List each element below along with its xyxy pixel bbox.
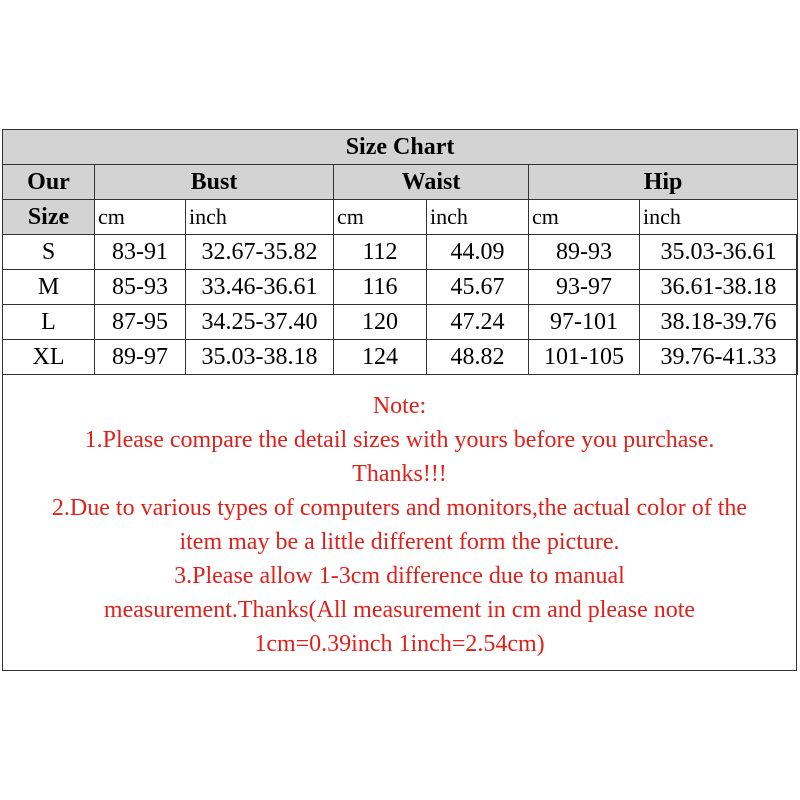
bust-cm-cell: 83-91 <box>95 235 186 270</box>
hip-header: Hip <box>529 165 798 200</box>
note-line: 3.Please allow 1-3cm difference due to manual <box>174 563 625 589</box>
hip-inch-unit: inch <box>640 200 798 235</box>
hip-cm-unit: cm <box>529 200 640 235</box>
chart-title: Size Chart <box>3 130 798 165</box>
our-label: Our <box>3 165 95 200</box>
table-row <box>3 340 798 375</box>
note-line: 1cm=0.39inch 1inch=2.54cm) <box>254 631 545 657</box>
hip-inch-cell: 35.03-36.61 <box>640 235 798 270</box>
notes-block <box>2 389 797 661</box>
waist-inch-cell: 45.67 <box>427 270 529 305</box>
hip-cm-cell: 101-105 <box>529 340 640 375</box>
bust-cm-cell: 85-93 <box>95 270 186 305</box>
hip-inch-cell: 39.76-41.33 <box>640 340 798 375</box>
hip-cm-cell: 89-93 <box>529 235 640 270</box>
waist-inch-cell: 47.24 <box>427 305 529 340</box>
bust-inch-cell: 35.03-38.18 <box>186 340 334 375</box>
size-cell: S <box>3 235 95 270</box>
bust-inch-unit: inch <box>186 200 334 235</box>
title-row <box>3 130 798 165</box>
bust-header: Bust <box>95 165 334 200</box>
note-heading: Note: <box>372 393 427 419</box>
bust-cm-cell: 87-95 <box>95 305 186 340</box>
size-label: Size <box>3 200 95 235</box>
table-row <box>3 235 798 270</box>
table-row <box>3 305 798 340</box>
waist-header: Waist <box>334 165 529 200</box>
hip-inch-cell: 36.61-38.18 <box>640 270 798 305</box>
note-line: measurement.Thanks(All measurement in cm and please note <box>103 597 696 623</box>
bust-inch-cell: 32.67-35.82 <box>186 235 334 270</box>
bust-cm-cell: 89-97 <box>95 340 186 375</box>
hip-inch-cell: 38.18-39.76 <box>640 305 798 340</box>
waist-inch-unit: inch <box>427 200 529 235</box>
note-line: item may be a little different form the picture. <box>179 529 620 555</box>
size-cell: L <box>3 305 95 340</box>
bust-inch-cell: 33.46-36.61 <box>186 270 334 305</box>
size-chart-table <box>2 129 798 375</box>
waist-cm-cell: 124 <box>334 340 427 375</box>
waist-inch-cell: 44.09 <box>427 235 529 270</box>
table-row <box>3 270 798 305</box>
size-cell: M <box>3 270 95 305</box>
bust-cm-unit: cm <box>95 200 186 235</box>
group-header-row <box>3 165 798 200</box>
note-line: Thanks!!! <box>352 461 447 487</box>
waist-inch-cell: 48.82 <box>427 340 529 375</box>
waist-cm-cell: 116 <box>334 270 427 305</box>
waist-cm-cell: 112 <box>334 235 427 270</box>
hip-cm-cell: 97-101 <box>529 305 640 340</box>
waist-cm-unit: cm <box>334 200 427 235</box>
note-line: 1.Please compare the detail sizes with yours before you purchase. <box>84 427 715 453</box>
note-line: 2.Due to various types of computers and monitors,the actual color of the <box>51 495 748 521</box>
bust-inch-cell: 34.25-37.40 <box>186 305 334 340</box>
hip-cm-cell: 93-97 <box>529 270 640 305</box>
size-cell: XL <box>3 340 95 375</box>
waist-cm-cell: 120 <box>334 305 427 340</box>
unit-header-row <box>3 200 798 235</box>
